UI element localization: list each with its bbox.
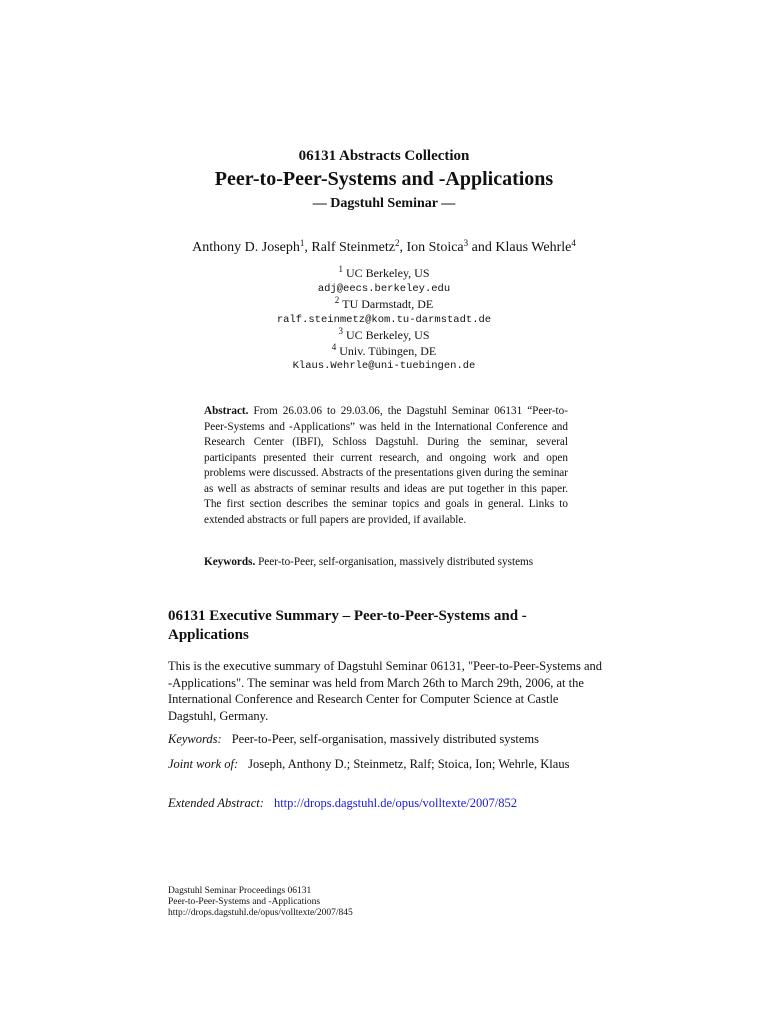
author-separator: , xyxy=(304,240,312,255)
author: Klaus Wehrle xyxy=(495,240,572,255)
keywords-label: Keywords. xyxy=(204,556,256,568)
keywords xyxy=(204,555,568,571)
abstract-label: Abstract. xyxy=(204,405,249,417)
affiliation-email: Klaus.Wehrle@uni-tuebingen.de xyxy=(292,360,476,372)
author-separator: and xyxy=(468,240,496,255)
affiliation xyxy=(0,328,768,344)
author: Ion Stoica xyxy=(406,240,464,255)
joint-work-text: Joseph, Anthony D.; Steinmetz, Ralf; Stoica, Ion; Wehrle, Klaus xyxy=(248,757,570,771)
affiliation-place: UC Berkeley, US xyxy=(345,266,430,280)
series-title: 06131 Abstracts Collection xyxy=(298,148,470,164)
affiliation-mark: 3 xyxy=(338,326,343,336)
summary-keywords-text: Peer-to-Peer, self-organisation, massively distributed systems xyxy=(231,732,539,746)
footer-url[interactable]: http://drops.dagstuhl.de/opus/volltexte/2007/845 xyxy=(168,908,353,918)
extended-abstract xyxy=(168,796,608,811)
author-mark: 4 xyxy=(571,238,576,248)
proceedings-footer xyxy=(168,886,468,919)
abstract-text: From 26.03.06 to 29.03.06, the Dagstuhl Seminar 06131 “Peer-to-Peer-Systems and -Applications” was held in the International Conference and Research Center (IBFI), Schloss Dagstuhl. During the seminar, several participants presented their current research, and ongoing work and open problems were discussed. Abstracts of the presentations given during the seminar as well as abstracts of seminar results and ideas are put together in this paper. The first section describes the seminar topics and goals in general. Links to extended abstracts or full papers are provided, if available. xyxy=(204,405,568,526)
keywords-text: Peer-to-Peer, self-organisation, massively distributed systems xyxy=(258,556,534,568)
summary-keywords xyxy=(168,732,608,747)
affiliation-list xyxy=(0,266,768,375)
executive-summary: This is the executive summary of Dagstuhl Seminar 06131, "Peer-to-Peer-Systems and -Applications". The seminar was held from March 26th to March 29th, 2006, at the International Conference and Research Center for Computer Science at Castle Dagstuhl, Germany. xyxy=(168,659,603,723)
joint-work-label: Joint work of: xyxy=(168,757,239,771)
author-mark: 3 xyxy=(463,238,469,248)
abstract xyxy=(204,404,568,528)
author: Anthony D. Joseph xyxy=(192,240,300,255)
extended-abstract-label: Extended Abstract: xyxy=(168,796,264,810)
author-separator: , xyxy=(399,240,407,255)
affiliation-email: adj@eecs.berkeley.edu xyxy=(317,282,451,295)
summary-keywords-label: Keywords: xyxy=(168,732,222,746)
section-heading: 06131 Executive Summary – Peer-to-Peer-Systems and -Applications xyxy=(168,608,527,643)
affiliation xyxy=(0,341,768,360)
affiliation xyxy=(0,297,768,313)
author-list xyxy=(0,240,768,256)
affiliation-place: Univ. Tübingen, DE xyxy=(339,343,437,358)
footer-line: Peer-to-Peer-Systems and -Applications xyxy=(168,897,321,907)
author-mark: 2 xyxy=(394,238,400,248)
joint-work xyxy=(168,757,608,772)
author-mark: 1 xyxy=(299,238,305,248)
affiliation-place: TU Darmstadt, DE xyxy=(342,297,434,311)
author: Ralf Steinmetz xyxy=(311,240,395,255)
paper-subtitle: — Dagstuhl Seminar — xyxy=(312,196,456,211)
affiliation-mark: 1 xyxy=(338,264,343,274)
affiliation-place: UC Berkeley, US xyxy=(345,328,430,342)
extended-abstract-link[interactable]: http://drops.dagstuhl.de/opus/volltexte/2007/852 xyxy=(273,796,517,810)
affiliation-mark: 2 xyxy=(334,295,340,305)
footer-line: Dagstuhl Seminar Proceedings 06131 xyxy=(168,886,312,896)
affiliation-mark: 4 xyxy=(331,341,337,352)
paper-title: Peer-to-Peer-Systems and -Applications xyxy=(214,168,554,190)
affiliation xyxy=(0,266,768,282)
affiliation-email: ralf.steinmetz@kom.tu-darmstadt.de xyxy=(276,313,492,326)
